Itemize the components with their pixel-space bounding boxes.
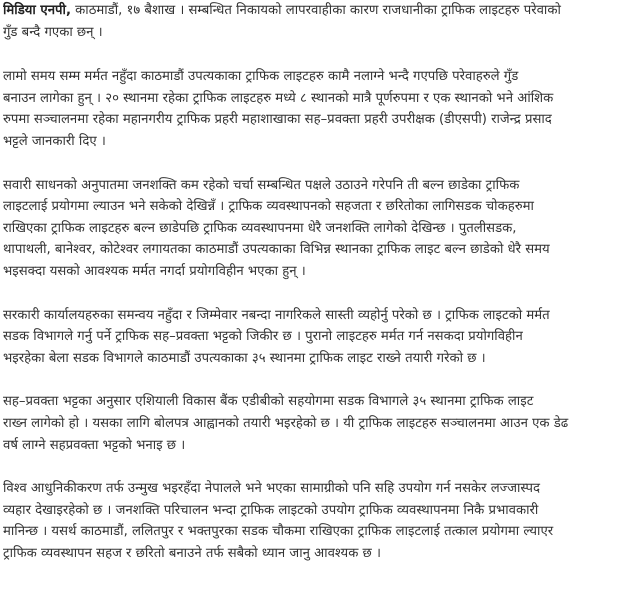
article-paragraph-1 (3, 0, 637, 43)
article-line: मानिन्छ । यसर्थ काठमाडौं, ललितपुर र भक्तपुरका सडक चौकमा राखिएका ट्राफिक लाइटलाई तत्काल प्रयोगमा ल्याएर (3, 524, 554, 540)
article-line: गुँड बन्दै गएका छन् । (3, 24, 103, 40)
paragraph-spacer (3, 369, 637, 391)
article-paragraph-4 (3, 305, 637, 370)
article-line: लामो समय सम्म मर्मत नहुँदा काठमाडौं उपत्यकाका ट्राफिक लाइटहरु कामै नलाग्ने भन्दै गएपछि परेवाहरुले गुँड (3, 69, 519, 85)
article-line: वर्ष लाग्ने सहप्रवक्ता भट्टको भनाइ छ । (3, 437, 186, 453)
paragraph-spacer (3, 43, 637, 66)
article-line: सवारी साधनको अनुपातमा जनशक्ति कम रहेको चर्चा सम्बन्धित पक्षले उठाउने गरेपनि ती बल्न छाडेका ट्राफिक (3, 177, 520, 193)
article-line: रुपमा सञ्चालनमा रहेका महानगरीय ट्राफिक प्रहरी महाशाखाका सह–प्रवक्ता प्रहरी उपरीक्षक (डीएसपी) राजेन्द्र प्रसाद (3, 112, 552, 128)
article-line: भइरहेका बेला सडक विभागले काठमाडौं उपत्यकाका ३५ स्थानमा ट्राफिक लाइट राख्ने तयारी गरेको छ । (3, 350, 486, 366)
article-paragraph-2 (3, 66, 637, 152)
article-line: राखिएका ट्राफिक लाइटहरु बल्न छाडेपछि ट्राफिक व्यवस्थापनमा धेरै जनशक्ति लागेको देखिन्छ । पुतलीसडक, (3, 220, 517, 236)
article-line: सडक विभागले गर्नु पर्ने ट्राफिक सह–प्रवक्ता भट्टको जिकीर छ । पुरानो लाइटहरु मर्मत गर्न नसकदा प्रयोगविहीन (3, 329, 523, 345)
article-line: ट्राफिक व्यवस्थापन सहज र छरितो बनाउने तर्फ सबैको ध्यान जानु आवश्यक छ । (3, 545, 381, 561)
article-line: लाइटलाई प्रयोगमा ल्याउन भने सकेको देखिन्नँ । ट्राफिक व्यवस्थापनको सहजता र छरितोका लागिसडक चोकहरुमा (3, 199, 534, 215)
article-dateline-text: काठमाडौं, १७ बैशाख । सम्बन्धित निकायको लापरवाहीका कारण राजधानीका ट्राफिक लाइटहरु परेवाको (70, 3, 561, 18)
article-paragraph-3 (3, 175, 637, 283)
article-paragraph-6 (3, 478, 637, 564)
article-line: राख्न लागेको हो । यसका लागि बोलपत्र आह्वानको तयारी भइरहेको छ । यी ट्राफिक लाइटहरु सञ्चालनमा आउन एक डेढ (3, 415, 569, 431)
article-line: व्यहार देखाइरहेको छ । जनशक्ति परिचालन भन्दा ट्राफिक लाइटको उपयोग ट्राफिक व्यवस्थापनमा निकै प्रभावकारी (3, 502, 539, 518)
article-line: विश्व आधुनिकीकरण तर्फ उन्मुख भइरहँदा नेपालले भने भएका सामाग्रीको पनि सहि उपयोग गर्न नसकेर लज्जास्पद (3, 481, 541, 497)
paragraph-spacer (3, 283, 637, 305)
news-article (3, 0, 637, 564)
article-line: सरकारी कार्यालयहरुका समन्वय नहुँदा र जिम्मेवार नबन्दा नागरिकले सास्ती व्यहोर्नु परेको छ । ट्राफिक लाइटको मर्मत (3, 307, 550, 323)
paragraph-spacer (3, 153, 637, 175)
article-line: भइसक्दा यसको आवश्यक मर्मत नगर्दा प्रयोगविहीन भएका हुन् । (3, 263, 306, 279)
article-line: भट्टले जानकारी दिए । (3, 133, 106, 149)
paragraph-spacer (3, 456, 637, 478)
article-paragraph-5 (3, 391, 637, 456)
news-source-label: मिडिया एनपी, (3, 3, 71, 18)
article-line (3, 0, 637, 22)
article-line: सह–प्रवक्ता भट्टका अनुसार एशियाली विकास बैंक एडीबीको सहयोगमा सडक विभागले ३५ स्थानमा ट्राफिक लाइट (3, 394, 534, 410)
article-line: बनाउन लागेका हुन् । २० स्थानमा रहेका ट्राफिक लाइटहरु मध्ये ८ स्थानको मात्रै पूर्णरुपमा र एक स्थानको भने आंशिक (3, 90, 554, 106)
article-line: थापाथली, बानेश्वर, कोटेश्वर लगायतका काठमाडौं उपत्यकाका विभिन्न स्थानका ट्राफिक लाइट बल्न छाडेको धेरै समय (3, 242, 550, 258)
